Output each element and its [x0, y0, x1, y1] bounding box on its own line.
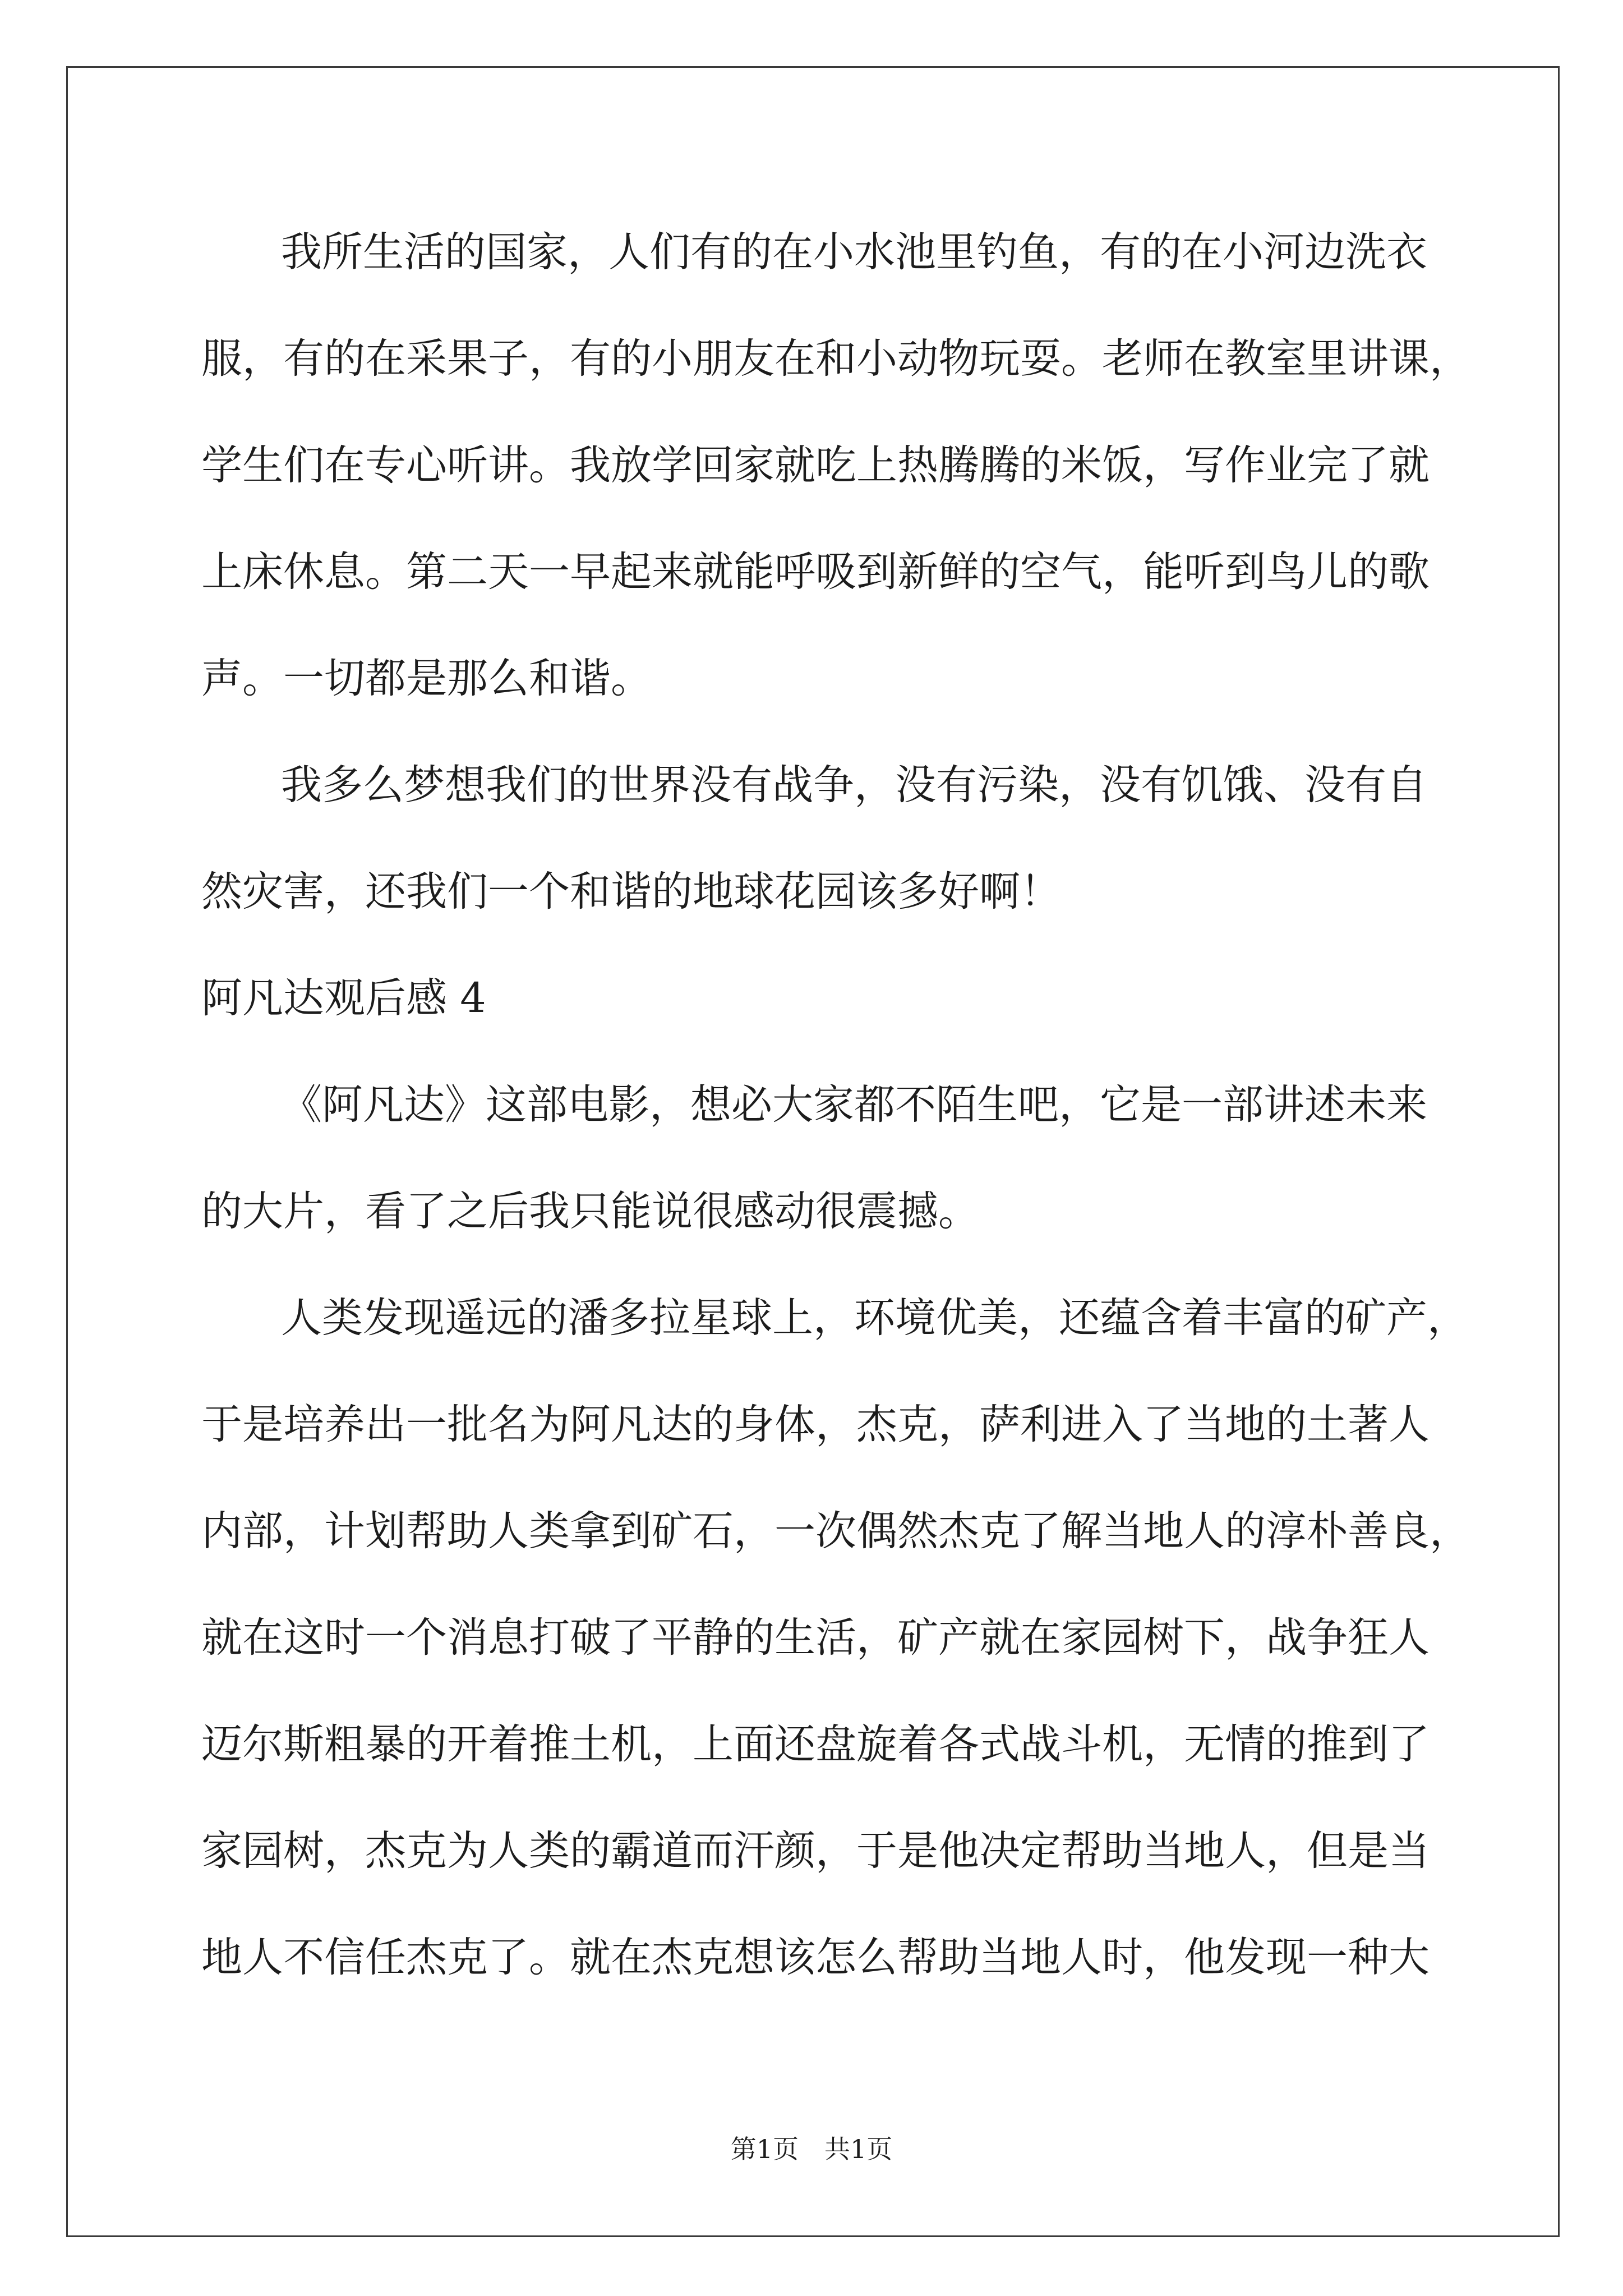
- text-line: 声。一切都是那么和谐。: [201, 655, 652, 702]
- text-line: 就在这时一个消息打破了平静的生活，矿产就在家园树下，战争狂人: [201, 1614, 1430, 1662]
- document-body: [201, 199, 1508, 2011]
- page-number: 第1页: [730, 2134, 799, 2164]
- paragraph: [201, 732, 1508, 945]
- page-total: 共1页: [824, 2134, 893, 2164]
- text-line: 我所生活的国家，人们有的在小水池里钓鱼，有的在小河边洗衣: [281, 228, 1427, 276]
- text-line: 上床休息。第二天一早起来就能呼吸到新鲜的空气，能听到鸟儿的歌: [201, 548, 1430, 596]
- text-line: 我多么梦想我们的世界没有战争，没有污染，没有饥饿、没有自: [281, 761, 1427, 809]
- text-line: 家园树，杰克为人类的霸道而汗颜，于是他决定帮助当地人，但是当: [201, 1827, 1430, 1875]
- page-footer: [0, 2132, 1623, 2166]
- paragraph: [201, 1052, 1508, 1265]
- text-line: 然灾害，还我们一个和谐的地球花园该多好啊！: [201, 868, 1061, 915]
- text-line: 学生们在专心听讲。我放学回家就吃上热腾腾的米饭，写作业完了就: [201, 441, 1430, 489]
- text-line: 于是培养出一批名为阿凡达的身体，杰克，萨利进入了当地的土著人: [201, 1401, 1430, 1448]
- text-line: 《阿凡达》这部电影，想必大家都不陌生吧，它是一部讲述未来: [281, 1081, 1427, 1129]
- section-heading: 阿凡达观后感 4: [201, 974, 486, 1022]
- text-line: 人类发现遥远的潘多拉星球上，环境优美，还蕴含着丰富的矿产，: [281, 1294, 1468, 1342]
- text-line: 地人不信任杰克了。就在杰克想该怎么帮助当地人时，他发现一种大: [201, 1934, 1430, 1981]
- text-line: 内部，计划帮助人类拿到矿石，一次偶然杰克了解当地人的淳朴善良，: [201, 1507, 1470, 1555]
- text-line: 服，有的在采果子，有的小朋友在和小动物玩耍。老师在教室里讲课，: [201, 335, 1470, 383]
- text-line: 的大片，看了之后我只能说很感动很震撼。: [201, 1188, 979, 1235]
- text-line: 迈尔斯粗暴的开着推土机，上面还盘旋着各式战斗机，无情的推到了: [201, 1720, 1430, 1768]
- paragraph: [201, 199, 1508, 732]
- paragraph: [201, 1265, 1508, 2011]
